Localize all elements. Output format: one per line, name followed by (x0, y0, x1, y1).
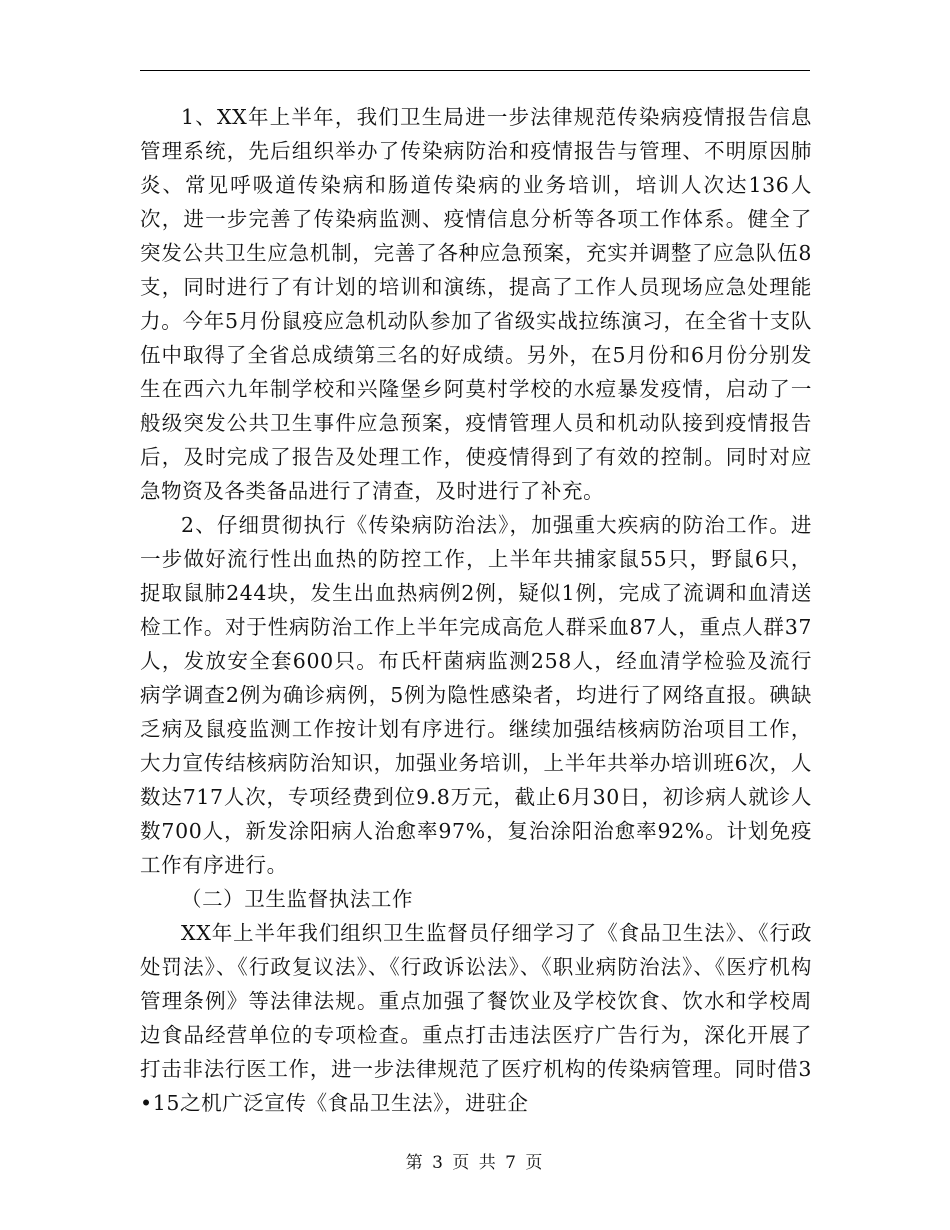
page-number: 第 3 页 共 7 页 (405, 1153, 545, 1173)
paragraph-infectious-disease-reporting: 1、XX年上半年，我们卫生局进一步法律规范传染病疫情报告信息管理系统，先后组织举办了传染病防治和疫情报告与管理、不明原因肺炎、常见呼吸道传染病和肠道传染病的业务培训，培训人次达136人次，进一步完善了传染病监测、疫情信息分析等各项工作体系。健全了突发公共卫生应急机制，完善了各种应急预案，充实并调整了应急队伍8支，同时进行了有计划的培训和演练，提高了工作人员现场应急处理能力。今年5月份鼠疫应急机动队参加了省级实战拉练演习，在全省十支队伍中取得了全省总成绩第三名的好成绩。另外，在5月份和6月份分别发生在西六九年制学校和兴隆堡乡阿莫村学校的水痘暴发疫情，启动了一般级突发公共卫生事件应急预案，疫情管理人员和机动队接到疫情报告后，及时完成了报告及处理工作，使疫情得到了有效的控制。同时对应急物资及各类备品进行了清查，及时进行了补充。 (140, 105, 812, 503)
paragraph-disease-prevention: 2、仔细贯彻执行《传染病防治法》，加强重大疾病的防治工作。进一步做好流行性出血热的防控工作，上半年共捕家鼠55只，野鼠6只，捉取鼠肺244块，发生出血热病例2例，疑似1例，完成了流调和血清送检工作。对于性病防治工作上半年完成高危人群采血87人，重点人群37人，发放安全套600只。布氏杆菌病监测258人，经血清学检验及流行病学调查2例为确诊病例，5例为隐性感染者，均进行了网络直报。碘缺乏病及鼠疫监测工作按计划有序进行。继续加强结核病防治项目工作，大力宣传结核病防治知识，加强业务培训，上半年共举办培训班6次，人数达717人次，专项经费到位9.8万元，截止6月30日，初诊病人就诊人数700人，新发涂阳病人治愈率97%，复治涂阳治愈率92%。计划免疫工作有序进行。 (140, 513, 812, 877)
paragraph-health-supervision: XX年上半年我们组织卫生监督员仔细学习了《食品卫生法》、《行政处罚法》、《行政复议法》、《行政诉讼法》、《职业病防治法》、《医疗机构管理条例》等法律法规。重点加强了餐饮业及学校饮食、饮水和学校周边食品经营单位的专项检查。重点打击违法医疗广告行为，深化开展了打击非法行医工作，进一步法律规范了医疗机构的传染病管理。同时借3•15之机广泛宣传《食品卫生法》，进驻企 (140, 921, 812, 1115)
header-rule (140, 70, 810, 71)
document-body (140, 100, 812, 1120)
section-heading-health-supervision: （二）卫生监督执法工作 (180, 887, 414, 911)
